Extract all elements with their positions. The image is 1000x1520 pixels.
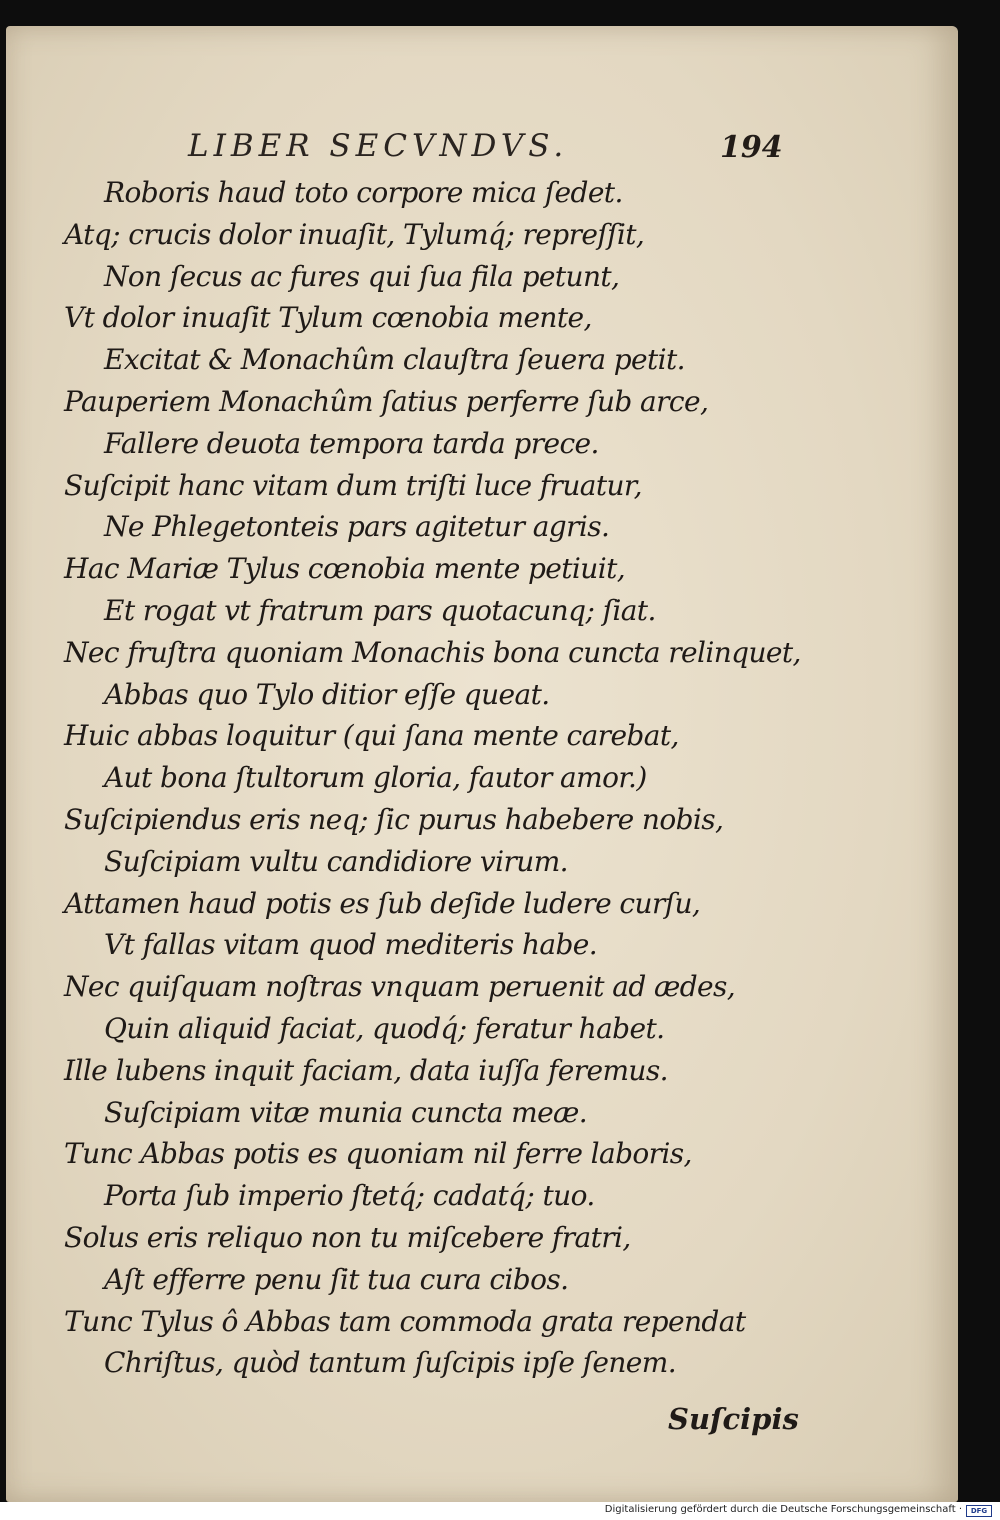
verse-line: Chriſtus, quòd tantum ſuſcipis ipſe ſenem. <box>104 1346 677 1380</box>
verse-line: Aut bona ſtultorum gloria, fautor amor.) <box>104 761 647 795</box>
verse-line: Solus eris reliquo non tu miſcebere fratri, <box>64 1221 631 1254</box>
footer-bar <box>0 1502 1000 1520</box>
verse-line: Et rogat vt fratrum pars quotacunq; ſiat. <box>104 594 656 627</box>
running-head: LIBER SECVNDVS. <box>188 128 569 164</box>
verse-line: Attamen haud potis es ſub deſide ludere curſu, <box>64 886 701 920</box>
verse-line: Suſcipit hanc vitam dum triſti luce fruatur, <box>64 468 642 502</box>
verse-line: Abbas quo Tylo ditior eſſe queat. <box>104 677 550 711</box>
verse-line: Ne Phlegetonteis pars agitetur agris. <box>104 510 610 544</box>
verse-line: Porta ſub imperio ſtetq́; cadatq́; tuo. <box>104 1179 595 1213</box>
verse-line: Fallere deuota tempora tarda prece. <box>104 426 599 460</box>
verse-line: Quin aliquid faciat, quodq́; feratur habet. <box>104 1012 665 1045</box>
verse-line: Suſcipiam vultu candidiore virum. <box>104 844 568 878</box>
verse-line: Hac Mariæ Tylus cœnobia mente petiuit, <box>64 552 626 586</box>
verse-line: Pauperiem Monachûm ſatius perferre ſub arce, <box>64 385 709 418</box>
book-page <box>6 26 958 1502</box>
verse-block <box>6 176 958 1436</box>
verse-line: Aſt efferre penu ſit tua cura cibos. <box>104 1262 569 1296</box>
verse-line: Tunc Tylus ô Abbas tam commoda grata rependat <box>64 1304 746 1338</box>
verse-line: Suſcipiam vitæ munia cuncta meæ. <box>104 1095 588 1129</box>
verse-line: Atq; crucis dolor inuaſit, Tylumq́; repreſſit, <box>64 217 645 251</box>
verse-line: Nec fruſtra quoniam Monachis bona cuncta relinquet, <box>64 635 801 669</box>
funding-note: Digitalisierung gefördert durch die Deutsche Forschungsgemeinschaft · <box>604 1504 962 1515</box>
verse-line: Vt dolor inuaſit Tylum cœnobia mente, <box>64 301 592 335</box>
verse-line: Nec quiſquam noſtras vnquam peruenit ad ædes, <box>64 970 736 1004</box>
verse-line: Tunc Abbas potis es quoniam nil ferre laboris, <box>64 1137 692 1171</box>
verse-line: Vt fallas vitam quod mediteris habe. <box>104 928 598 962</box>
verse-line: Huic abbas loquitur (qui ſana mente carebat, <box>64 719 679 753</box>
page-number: 194 <box>720 130 783 165</box>
verse-line: Non ſecus ac fures qui ſua fila petunt, <box>104 259 620 293</box>
verse-line: Ille lubens inquit faciam, data iuſſa feremus. <box>64 1053 668 1087</box>
verse-line: Roboris haud toto corpore mica ſedet. <box>104 176 623 209</box>
verse-line: Suſcipiendus eris neq; ſic purus habebere nobis, <box>64 803 724 836</box>
dfg-logo: DFG <box>966 1505 992 1517</box>
verse-line: Excitat & Monachûm clauſtra ſeuera petit. <box>104 343 685 377</box>
catchword: Suſcipis <box>668 1402 799 1436</box>
